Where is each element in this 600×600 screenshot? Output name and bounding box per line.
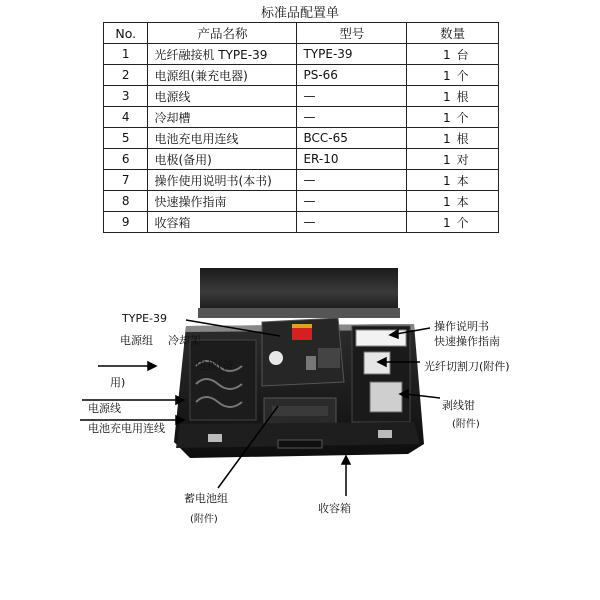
- cell-model: —: [297, 107, 407, 128]
- label-charge-cable: 电池充电用连线: [88, 422, 165, 435]
- header-qty: 数量: [407, 23, 499, 44]
- label-quick-guide: 快速操作指南: [434, 335, 500, 348]
- cell-name: 光纤融接机 TYPE-39: [148, 44, 297, 65]
- qty-number: 1: [442, 89, 451, 104]
- cell-no: 1: [104, 44, 148, 65]
- cell-no: 6: [104, 149, 148, 170]
- header-name: 产品名称: [148, 23, 297, 44]
- cell-model: —: [297, 170, 407, 191]
- stripper: [370, 382, 402, 412]
- cell-no: 4: [104, 107, 148, 128]
- qty-number: 1: [442, 131, 451, 146]
- qty-unit: 对: [456, 152, 469, 167]
- cell-no: 7: [104, 170, 148, 191]
- cell-qty: [407, 65, 499, 86]
- label-battery: 蓄电池组: [184, 492, 228, 505]
- header-no: No.: [104, 23, 148, 44]
- table-row: [104, 149, 499, 170]
- label-power-pack: 电源组: [120, 334, 153, 347]
- cell-no: 2: [104, 65, 148, 86]
- cell-name: 电极(备用): [148, 149, 297, 170]
- qty-unit: 台: [456, 47, 469, 62]
- splicer-red-button: [292, 328, 312, 340]
- qty-unit: 个: [456, 215, 469, 230]
- cell-qty: [407, 149, 499, 170]
- label-manual: 操作说明书: [434, 320, 489, 333]
- table-row: [104, 191, 499, 212]
- label-power-cord: 电源线: [88, 402, 121, 415]
- qty-unit: 个: [456, 68, 469, 83]
- qty-number: 1: [442, 215, 451, 230]
- label-stripper: 剥线钳: [442, 399, 475, 412]
- table-row: [104, 212, 499, 233]
- cell-model: TYPE-39: [297, 44, 407, 65]
- cell-no: 8: [104, 191, 148, 212]
- cell-name: 电源组(兼充电器): [148, 65, 297, 86]
- qty-unit: 个: [456, 110, 469, 125]
- cell-name: 电池充电用连线: [148, 128, 297, 149]
- cell-model: PS-66: [297, 65, 407, 86]
- qty-unit: 本: [456, 173, 469, 188]
- cell-model: BCC-65: [297, 128, 407, 149]
- cell-model: ER-10: [297, 149, 407, 170]
- qty-number: 1: [442, 110, 451, 125]
- config-table: [103, 22, 499, 233]
- cell-qty: [407, 128, 499, 149]
- table-row: [104, 86, 499, 107]
- qty-number: 1: [442, 68, 451, 83]
- label-stripper-note: (附件): [452, 419, 480, 430]
- label-electrode-tail: 用): [110, 376, 126, 389]
- label-cleaver: 光纤切割刀(附件): [424, 360, 510, 373]
- qty-number: 1: [442, 173, 451, 188]
- cell-name: 冷却槽: [148, 107, 297, 128]
- cell-name: 电源线: [148, 86, 297, 107]
- page-title: 标准品配置单: [260, 6, 339, 21]
- qty-number: 1: [442, 152, 451, 167]
- table-row: [104, 44, 499, 65]
- label-electrode: 电极(备: [196, 359, 234, 372]
- table-header-row: [104, 23, 499, 44]
- cell-qty: [407, 170, 499, 191]
- qty-number: 1: [442, 47, 451, 62]
- cell-qty: [407, 44, 499, 65]
- cell-model: —: [297, 86, 407, 107]
- cell-name: 快速操作指南: [148, 191, 297, 212]
- latch-left: [208, 434, 222, 442]
- cell-no: 5: [104, 128, 148, 149]
- table-row: [104, 170, 499, 191]
- cell-qty: [407, 86, 499, 107]
- table-row: [104, 128, 499, 149]
- cell-name: 操作使用说明书(本书): [148, 170, 297, 191]
- cell-no: 9: [104, 212, 148, 233]
- label-battery-note: (附件): [190, 514, 218, 525]
- cell-name: 收容箱: [148, 212, 297, 233]
- label-cooling: 冷却架: [168, 334, 201, 347]
- label-type39: TYPE-39: [122, 312, 167, 325]
- qty-unit: 根: [456, 131, 469, 146]
- cell-qty: [407, 191, 499, 212]
- header-model: 型号: [297, 23, 407, 44]
- cell-model: —: [297, 212, 407, 233]
- qty-unit: 本: [456, 194, 469, 209]
- table-row: [104, 107, 499, 128]
- qty-unit: 根: [456, 89, 469, 104]
- lid-rim: [198, 308, 400, 318]
- label-case: 收容箱: [318, 502, 351, 515]
- cell-model: —: [297, 191, 407, 212]
- cell-no: 3: [104, 86, 148, 107]
- table-row: [104, 65, 499, 86]
- cell-qty: [407, 212, 499, 233]
- case-handle: [278, 440, 322, 448]
- latch-right: [378, 430, 392, 438]
- cell-qty: [407, 107, 499, 128]
- qty-number: 1: [442, 194, 451, 209]
